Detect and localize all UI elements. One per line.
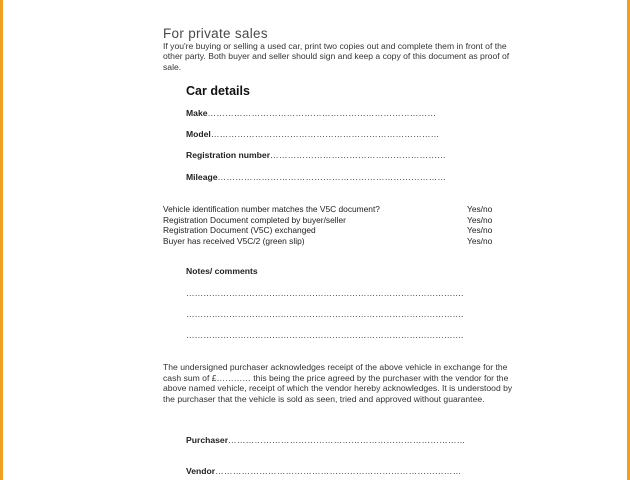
check-row: [163, 236, 507, 247]
registration-blank: ……………………………………………………: [270, 150, 446, 160]
checklist: [163, 204, 507, 246]
purchaser-blank: ………………………………………………………………………: [228, 435, 466, 445]
vendor-signature-field: [186, 466, 461, 476]
purchaser-signature-field: [186, 435, 465, 445]
check-row: [163, 225, 507, 236]
check-row: [163, 215, 507, 226]
intro-paragraph: If you're buying or selling a used car, print two copies out and complete them in front of the other party. Both buyer and seller should sign and keep a copy of this document as proof of sale.: [163, 41, 510, 72]
registration-label: Registration number: [186, 150, 271, 160]
check-question: Buyer has received V5C/2 (green slip): [163, 235, 305, 246]
model-label: Model: [186, 129, 211, 139]
car-details-title: Car details: [186, 84, 250, 98]
vendor-blank: …………………………………………………………………………: [215, 466, 462, 476]
check-question: Registration Document (V5C) exchanged: [163, 225, 316, 236]
notes-line: …………………………………………………………………………………….: [186, 309, 464, 319]
make-label: Make: [186, 108, 208, 118]
check-question: Vehicle identification number matches the V5C document?: [163, 204, 380, 214]
notes-line: …………………………………………………………………………………….: [186, 330, 464, 340]
model-field: [186, 129, 439, 139]
mileage-field: [186, 172, 446, 182]
check-answer: Yes/no: [467, 225, 493, 236]
make-field: [186, 108, 436, 118]
page-edge-left: [0, 0, 3, 480]
check-answer: Yes/no: [467, 235, 493, 246]
mileage-label: Mileage: [186, 172, 218, 182]
model-blank: ……………………………………………………………………: [210, 129, 440, 139]
check-answer: Yes/no: [467, 214, 493, 225]
section-title: For private sales: [163, 26, 268, 41]
mileage-blank: ……………………………………………………………………: [217, 172, 447, 182]
acknowledgement-paragraph: The undersigned purchaser acknowledges receipt of the above vehicle in exchange for the cash sum of £………… this being the price agreed by the purchaser with the vendor for the above named vehicle, receipt of which the vendor hereby acknowledges. It is understood by the purchaser that the vehicle is sold as seen, tried and approved without guarantee.: [163, 362, 513, 404]
make-blank: ……………………………………………………………………: [207, 108, 437, 118]
registration-field: [186, 150, 446, 160]
check-row: [163, 204, 507, 215]
purchaser-label: Purchaser: [186, 435, 229, 445]
notes-label: Notes/ comments: [186, 266, 258, 276]
check-question: Registration Document completed by buyer/seller: [163, 214, 346, 225]
notes-line: …………………………………………………………………………………….: [186, 288, 464, 298]
check-answer: Yes/no: [467, 204, 493, 214]
vendor-label: Vendor: [186, 466, 216, 476]
